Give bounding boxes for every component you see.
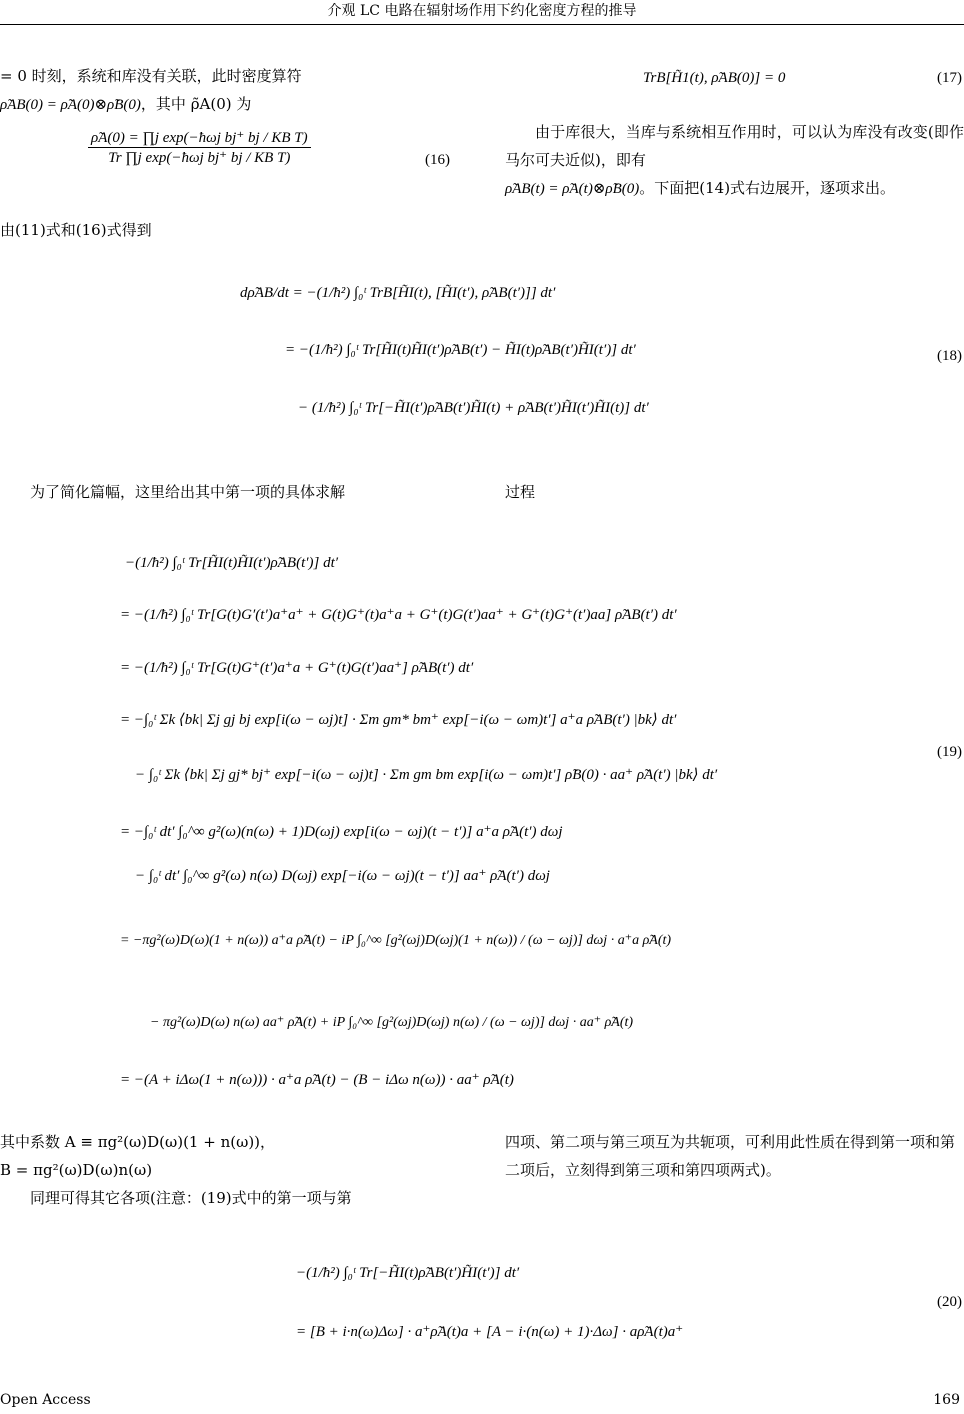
equation-19-line-8: = −πg²(ω)D(ω)(1 + n(ω)) a⁺a ρ̃A(t) − iP ∫₀^∞ [g²(ωj)D(ωj)(1 + n(ω)) / (ω − ωj)] dωj · a⁺a ρ̃A(t) xyxy=(120,933,672,948)
equation-19-line-10: = −(A + iΔω(1 + n(ω))) · a⁺a ρ̃A(t) − (B − iΔω n(ω)) · aa⁺ ρ̃A(t) xyxy=(120,1072,514,1088)
equation-16 xyxy=(88,128,311,167)
equation-18-line-2: = −(1/ħ²) ∫₀ᵗ Tr[H̃I(t)H̃I(t′)ρ̃AB(t′) − H̃I(t)ρ̃AB(t′)H̃I(t′)] dt′ xyxy=(285,342,636,358)
equation-19-line-3: = −(1/ħ²) ∫₀ᵗ Tr[G(t)G⁺(t′)a⁺a + G⁺(t)G(t′)aa⁺] ρ̃AB(t′) dt′ xyxy=(120,660,474,676)
eq16-numerator: ρ̃A(0) = ∏j exp(−ħωj bj⁺ bj / KB T) xyxy=(88,128,311,148)
right-column-text xyxy=(505,118,964,203)
running-header: 介观 LC 电路在辐射场作用下约化密度方程的推导 xyxy=(327,3,637,19)
eq19-label: (19) xyxy=(937,744,962,760)
equation-19-line-5: − ∫₀ᵗ Σk ⟨bk| Σj gj* bj⁺ exp[−i(ω − ωj)t] · Σm gm bm exp[i(ω − ωm)t′] ρ̃B(0) · aa⁺ ρ̃A(t′) |bk⟩ dt′ xyxy=(135,767,718,783)
eq20-label: (20) xyxy=(937,1294,962,1310)
equation-18-line-3: − (1/ħ²) ∫₀ᵗ Tr[−H̃I(t′)ρ̃AB(t′)H̃I(t) + ρ̃AB(t′)H̃I(t′)H̃I(t)] dt′ xyxy=(298,400,649,416)
page-number: 169 xyxy=(933,1392,960,1408)
equation-20-line-1: −(1/ħ²) ∫₀ᵗ Tr[−H̃I(t)ρ̃AB(t′)H̃I(t′)] dt′ xyxy=(296,1265,520,1281)
equation-17: TrB[H̃1(t), ρ̃AB(0)] = 0 xyxy=(643,70,786,86)
mid-text-right: 过程 xyxy=(505,483,536,501)
eq16-denominator: Tr ∏j exp(−ħωj bj⁺ bj / KB T) xyxy=(108,150,291,166)
left-paragraph-2: 由(11)式和(16)式得到 xyxy=(0,221,152,239)
equation-19-line-7: − ∫₀ᵗ dt′ ∫₀^∞ g²(ω) n(ω) D(ωj) exp[−i(ω − ωj)(t − t′)] aa⁺ ρ̃A(t′) dωj xyxy=(135,868,550,884)
eq16-fraction xyxy=(88,128,311,167)
equation-19-line-2: = −(1/ħ²) ∫₀ᵗ Tr[G(t)G′(t′)a⁺a⁺ + G(t)G⁺(t)a⁺a + G⁺(t)G(t′)aa⁺ + G⁺(t)G⁺(t′)aa] ρ̃AB(t′) dt′ xyxy=(120,607,677,623)
rho-ab-zero-math: ρ̃AB(0) = ρ̃A(0)⊗ρ̃B(0) xyxy=(0,97,141,113)
rho-ab-t-math: ρ̃AB(t) = ρ̃A(t)⊗ρ̃B(0) xyxy=(505,181,640,197)
equation-20-line-2: = [B + i·n(ω)Δω] · a⁺ρ̃A(t)a + [A − i·(n(ω) + 1)·Δω] · aρ̃A(t)a⁺ xyxy=(296,1324,684,1340)
footer-journal: Open Access xyxy=(0,1392,91,1408)
eq17-label: (17) xyxy=(937,70,962,86)
right-paragraph-1: 由于库很大，当库与系统相互作用时，可以认为库没有改变(即作马尔可夫近似)，即有 ρ̃AB(t) = ρ̃A(t)⊗ρ̃B(0)。下面把(14)式右边展开，逐项求出。 xyxy=(505,123,964,197)
header-rule xyxy=(0,24,964,25)
equation-19-line-1: −(1/ħ²) ∫₀ᵗ Tr[H̃I(t)H̃I(t′)ρ̃AB(t′)] dt′ xyxy=(125,555,339,571)
coef-line-1: 其中系数 A ≡ πg²(ω)D(ω)(1 + n(ω))， xyxy=(0,1133,276,1151)
mid-text-left: 为了简化篇幅，这里给出其中第一项的具体求解 xyxy=(30,483,346,501)
equation-19-line-4: = −∫₀ᵗ Σk ⟨bk| Σj gj bj exp[i(ω − ωj)t] · Σm gm* bm⁺ exp[−i(ω − ωm)t′] a⁺a ρ̃AB(t′) |bk⟩ dt′ xyxy=(120,712,677,728)
coef-line-2: B = πg²(ω)D(ω)n(ω) xyxy=(0,1161,153,1179)
coef-text-right: 四项、第二项与第三项互为共轭项，可利用此性质在得到第一项和第二项后，立刻得到第三项和第四项两式)。 xyxy=(505,1133,956,1179)
equation-19-line-9: − πg²(ω)D(ω) n(ω) aa⁺ ρ̃A(t) + iP ∫₀^∞ [g²(ωj)D(ωj) n(ω) / (ω − ωj)] dωj · aa⁺ ρ̃A(t) xyxy=(150,1015,634,1030)
coef-line-3: 同理可得其它各项(注意：(19)式中的第一项与第 xyxy=(30,1189,352,1207)
left-column-top xyxy=(0,62,465,119)
equation-18-line-1: dρ̃AB/dt = −(1/ħ²) ∫₀ᵗ TrB[H̃I(t), [H̃I(t′), ρ̃AB(t′)]] dt′ xyxy=(240,285,556,301)
eq18-label: (18) xyxy=(937,348,962,364)
left-paragraph-1-cont: ρ̃AB(0) = ρ̃A(0)⊗ρ̃B(0)，其中 ρ̃A(0) 为 xyxy=(0,95,252,113)
equation-19-line-6: = −∫₀ᵗ dt′ ∫₀^∞ g²(ω)(n(ω) + 1)D(ωj) exp[i(ω − ωj)(t − t′)] a⁺a ρ̃A(t′) dωj xyxy=(120,824,563,840)
coef-text-left xyxy=(0,1128,465,1212)
left-paragraph-1: = 0 时刻，系统和库没有关联，此时密度算符 xyxy=(0,67,302,85)
left-column-bottom xyxy=(0,216,465,244)
eq16-label: (16) xyxy=(425,152,450,168)
